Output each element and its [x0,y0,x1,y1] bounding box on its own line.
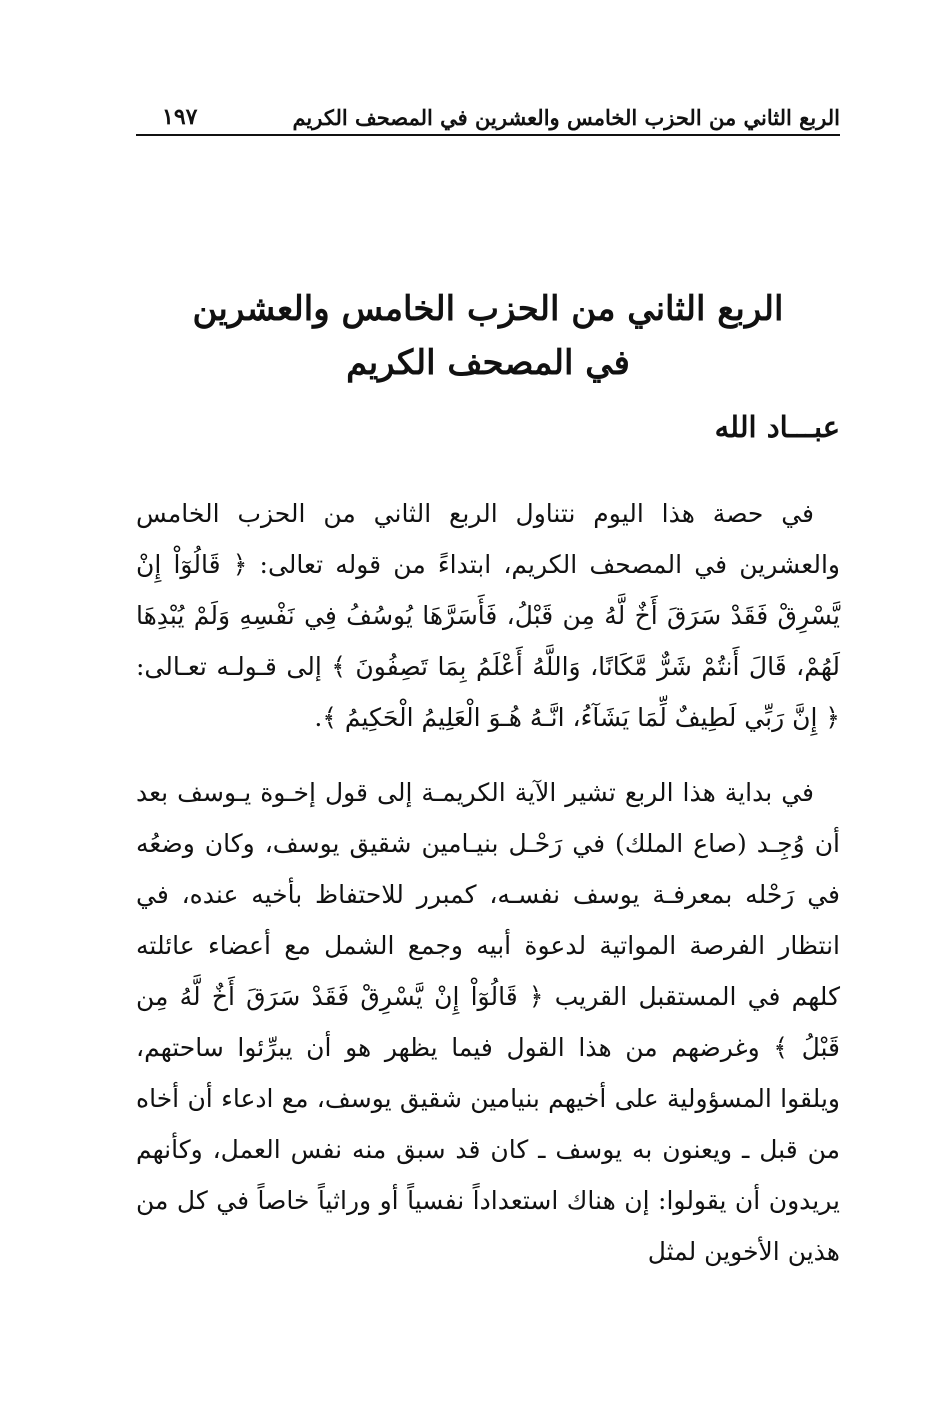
paragraph-1-tail: . [314,703,323,732]
chapter-title-line-1: الربع الثاني من الحزب الخامس والعشرين [192,289,784,329]
chapter-title-line-2: في المصحف الكريم [346,343,630,383]
paragraph-1-lead: في حصة هذا اليوم نتناول الربع الثاني من الحزب الخامس والعشرين في المصحف الكريم، ابتداءً من قوله تعالى: [136,499,840,579]
chapter-title [136,282,840,390]
paragraph-1 [136,488,840,743]
running-title: الربع الثاني من الحزب الخامس والعشرين في المصحف الكريم [292,105,840,130]
running-header [136,96,840,136]
quran-quote-3: ﴿ قَالُوٓاْ إِنْ يَّسْرِقْ فَقَدْ سَرَقَ أَخٌ لَّهُ مِن قَبْلُ ﴾ [136,982,840,1062]
paragraph-2-lead: في بداية هذا الربع تشير الآية الكريمـة إلى قول إخـوة يـوسف بعد أن وُجِـد (صاع الملك) في رَحْـل بنيـامين شقيق يوسف، وكان وضعُه في رَحْله بمعرفـة يوسف نفسـه، كمبرر للاحتفاظ بأخيه عنده، في انتظار الفرصة المواتية لدعوة أبيه وجمع الشمل مع أعضاء عائلته كلهم في المستقبل القريب [136,778,840,1011]
body-text [136,488,840,1277]
author-name: عبـــاد الله [714,410,840,444]
quran-quote-2: ﴿ إِنَّ رَبِّي لَطِيفٌ لِّمَا يَشَآءُ، انَّـهُ هُـوَ الْعَلِيمُ الْحَكِيمُ ﴾ [322,703,840,732]
quran-quote-1: ﴿ قَالُوٓاْ إِنْ يَّسْرِقْ فَقَدْ سَرَقَ أَخٌ لَّهُ مِن قَبْلُ، فَأَسَرَّهَا يُوسُفُ فِي نَفْسِهِ وَلَمْ يُبْدِهَا لَهُمْ، قَالَ أَنتُمْ شَرٌّ مَّكَانًا، وَاللَّهُ أَعْلَمُ بِمَا تَصِفُونَ ﴾ [136,550,840,681]
paragraph-2-tail: وغرضهم من هذا القول فيما يظهر هو أن يبرِّئوا ساحتهم، ويلقوا المسؤولية على أخيهم بنيامين شقيق يوسف، مع ادعاء أن أخاه من قبل ـ ويعنون به يوسف ـ كان قد سبق منه نفس العمل، وكأنهم يريدون أن يقولوا: إن هناك استعداداً نفسياً أو وراثياً خاصاً في كل من هذين الأخوين لمثل [136,1033,840,1266]
paragraph-2 [136,767,840,1277]
paragraph-1-middle: إلى قـولـه تعـالى: [136,652,332,681]
page-number: ١٩٧ [162,104,198,130]
